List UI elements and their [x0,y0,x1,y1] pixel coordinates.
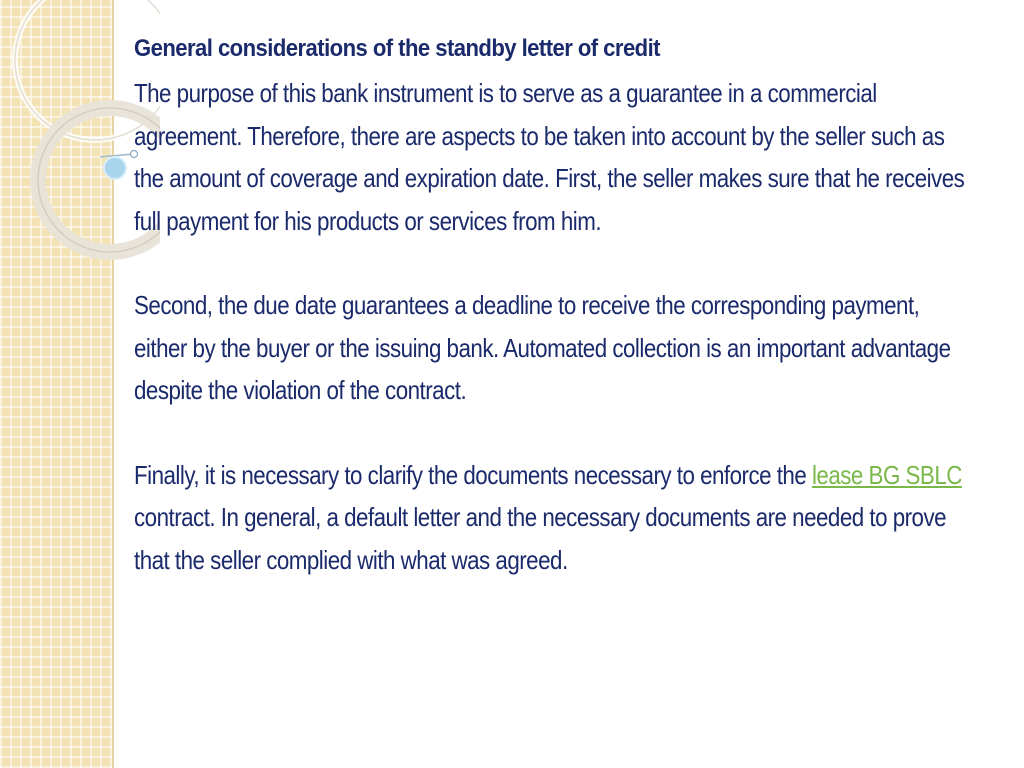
paragraph-due-date: Second, the due date guarantees a deadline to receive the corresponding payment, either by the buyer or the issuing bank. Automated collection is an important advantage despite the violation of the contract. [134,290,951,405]
paragraph-documents-intro: Finally, it is necessary to clarify the documents necessary to enforce the [134,459,812,490]
lease-bg-sblc-link[interactable]: lease BG SBLC [811,459,962,490]
paragraph-spacer [134,242,974,284]
slide-content [134,30,974,581]
paragraph-purpose: The purpose of this bank instrument is to serve as a guarantee in a commercial agreement. Therefore, there are aspects to be taken into account by the seller such as the amount of coverage and expiration date. First, the seller makes sure that he receives full payment for his products or services from him. [134,78,965,236]
paragraph-documents [134,454,977,582]
slide-title: General considerations of the standby letter of credit [134,35,660,62]
paragraph-documents-rest: contract. In general, a default letter and the necessary documents are needed to prove that the seller complied with what was agreed. [134,502,947,575]
blue-bullet-icon [104,157,126,179]
paragraph-spacer [134,412,974,454]
